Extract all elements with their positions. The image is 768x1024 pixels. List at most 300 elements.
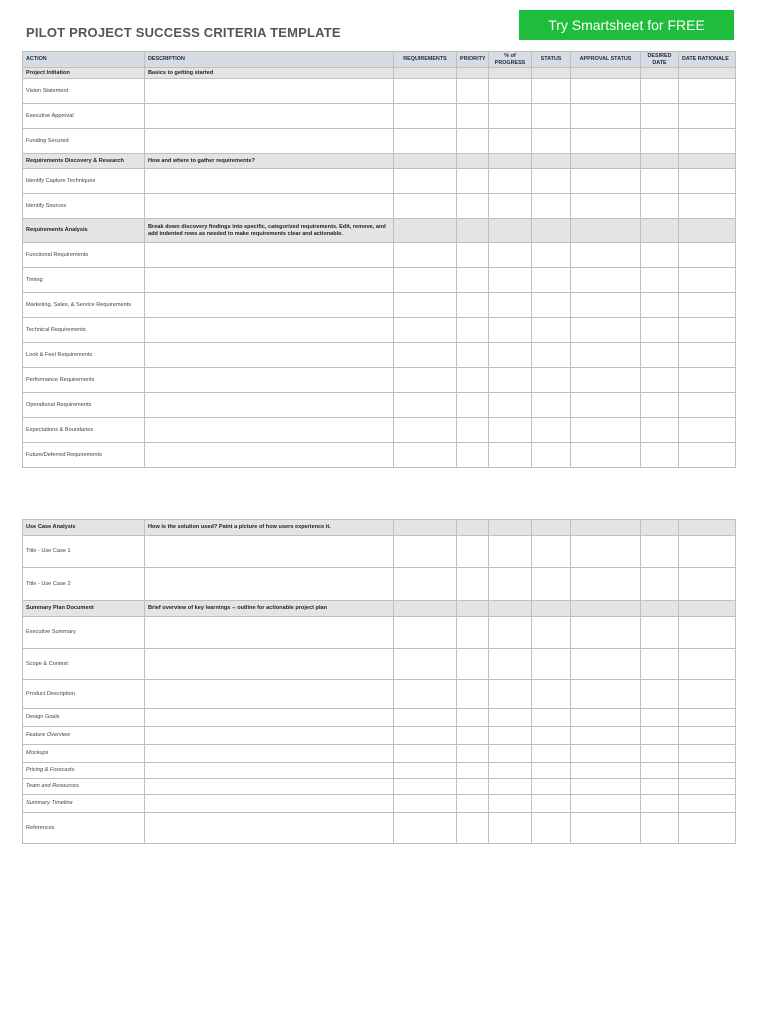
- data-cell[interactable]: [532, 680, 571, 709]
- data-cell[interactable]: [641, 763, 679, 779]
- data-cell[interactable]: [394, 129, 457, 154]
- data-cell[interactable]: [457, 745, 489, 763]
- data-cell[interactable]: [679, 169, 736, 194]
- data-cell[interactable]: [641, 617, 679, 649]
- data-cell[interactable]: [532, 343, 571, 368]
- data-cell[interactable]: [394, 649, 457, 680]
- data-cell[interactable]: [489, 727, 532, 745]
- data-cell[interactable]: [489, 418, 532, 443]
- description-cell[interactable]: How and where to gather requirements?: [145, 154, 394, 169]
- data-cell[interactable]: [489, 104, 532, 129]
- data-cell[interactable]: [394, 368, 457, 393]
- data-cell[interactable]: [641, 293, 679, 318]
- data-cell[interactable]: [457, 520, 489, 536]
- description-cell[interactable]: [145, 393, 394, 418]
- data-cell[interactable]: [489, 393, 532, 418]
- action-cell[interactable]: Executive Summary: [23, 617, 145, 649]
- data-cell[interactable]: [457, 813, 489, 844]
- data-cell[interactable]: [532, 393, 571, 418]
- data-cell[interactable]: [532, 649, 571, 680]
- data-cell[interactable]: [532, 219, 571, 243]
- page-title: PILOT PROJECT SUCCESS CRITERIA TEMPLATE: [26, 25, 341, 40]
- description-cell[interactable]: [145, 343, 394, 368]
- data-cell[interactable]: [641, 443, 679, 468]
- data-cell[interactable]: [489, 568, 532, 601]
- action-cell[interactable]: Vision Statement: [23, 79, 145, 104]
- data-cell[interactable]: [679, 709, 736, 727]
- data-cell[interactable]: [532, 268, 571, 293]
- description-cell[interactable]: [145, 104, 394, 129]
- data-cell[interactable]: [532, 568, 571, 601]
- description-cell[interactable]: [145, 79, 394, 104]
- use-case-table: [22, 519, 736, 844]
- data-cell[interactable]: [532, 617, 571, 649]
- data-cell[interactable]: [457, 79, 489, 104]
- data-cell[interactable]: [571, 763, 641, 779]
- data-cell[interactable]: [532, 104, 571, 129]
- data-cell[interactable]: [679, 104, 736, 129]
- data-cell[interactable]: [679, 745, 736, 763]
- data-cell[interactable]: [394, 727, 457, 745]
- table-row: [23, 169, 736, 194]
- data-cell[interactable]: [641, 169, 679, 194]
- data-cell[interactable]: [679, 393, 736, 418]
- data-cell[interactable]: [457, 393, 489, 418]
- data-cell[interactable]: [532, 795, 571, 813]
- data-cell[interactable]: [571, 293, 641, 318]
- data-cell[interactable]: [571, 520, 641, 536]
- action-cell[interactable]: Mockups: [23, 745, 145, 763]
- data-cell[interactable]: [571, 318, 641, 343]
- data-cell[interactable]: [571, 745, 641, 763]
- data-cell[interactable]: [641, 709, 679, 727]
- data-cell[interactable]: [679, 293, 736, 318]
- data-cell[interactable]: [394, 79, 457, 104]
- description-cell[interactable]: [145, 745, 394, 763]
- action-cell[interactable]: Requirements Discovery & Research: [23, 154, 145, 169]
- data-cell[interactable]: [571, 536, 641, 568]
- description-cell[interactable]: [145, 318, 394, 343]
- data-cell[interactable]: [489, 219, 532, 243]
- data-cell[interactable]: [532, 368, 571, 393]
- data-cell[interactable]: [571, 795, 641, 813]
- table-row: [23, 745, 736, 763]
- data-cell[interactable]: [571, 268, 641, 293]
- description-cell[interactable]: [145, 169, 394, 194]
- data-cell[interactable]: [457, 129, 489, 154]
- data-cell[interactable]: [641, 129, 679, 154]
- description-cell[interactable]: Brief overview of key learnings -- outline for actionable project plan: [145, 601, 394, 617]
- data-cell[interactable]: [571, 779, 641, 795]
- data-cell[interactable]: [489, 368, 532, 393]
- data-cell[interactable]: [489, 318, 532, 343]
- data-cell[interactable]: [457, 649, 489, 680]
- data-cell[interactable]: [457, 418, 489, 443]
- action-cell[interactable]: Operational Requirements: [23, 393, 145, 418]
- data-cell[interactable]: [571, 368, 641, 393]
- data-cell[interactable]: [641, 745, 679, 763]
- data-cell[interactable]: [532, 520, 571, 536]
- data-cell[interactable]: [571, 601, 641, 617]
- action-cell[interactable]: Technical Requirements: [23, 318, 145, 343]
- data-cell[interactable]: [641, 243, 679, 268]
- try-smartsheet-button[interactable]: Try Smartsheet for FREE: [519, 10, 734, 40]
- description-cell[interactable]: How is the solution used? Paint a picture of how users experience it.: [145, 520, 394, 536]
- data-cell[interactable]: [571, 169, 641, 194]
- data-cell[interactable]: [394, 680, 457, 709]
- data-cell[interactable]: [571, 104, 641, 129]
- data-cell[interactable]: [489, 536, 532, 568]
- data-cell[interactable]: [394, 243, 457, 268]
- data-cell[interactable]: [532, 194, 571, 219]
- data-cell[interactable]: [571, 813, 641, 844]
- data-cell[interactable]: [489, 268, 532, 293]
- data-cell[interactable]: [532, 79, 571, 104]
- data-cell[interactable]: [394, 393, 457, 418]
- action-cell[interactable]: Feature Overview: [23, 727, 145, 745]
- description-cell[interactable]: [145, 268, 394, 293]
- data-cell[interactable]: [394, 813, 457, 844]
- description-cell[interactable]: [145, 443, 394, 468]
- data-cell[interactable]: [489, 601, 532, 617]
- data-cell[interactable]: [679, 520, 736, 536]
- data-cell[interactable]: [489, 779, 532, 795]
- data-cell[interactable]: [489, 709, 532, 727]
- data-cell[interactable]: [457, 536, 489, 568]
- data-cell[interactable]: [641, 79, 679, 104]
- col-header-desired-date: DESIRED DATE: [641, 52, 679, 68]
- data-cell[interactable]: [571, 129, 641, 154]
- data-cell[interactable]: [532, 129, 571, 154]
- data-cell[interactable]: [457, 680, 489, 709]
- data-cell[interactable]: [489, 243, 532, 268]
- data-cell[interactable]: [457, 293, 489, 318]
- data-cell[interactable]: [571, 680, 641, 709]
- data-cell[interactable]: [489, 343, 532, 368]
- data-cell[interactable]: [457, 104, 489, 129]
- data-cell[interactable]: [457, 568, 489, 601]
- data-cell[interactable]: [679, 343, 736, 368]
- data-cell[interactable]: [679, 219, 736, 243]
- data-cell[interactable]: [489, 680, 532, 709]
- data-cell[interactable]: [489, 813, 532, 844]
- data-cell[interactable]: [679, 649, 736, 680]
- data-cell[interactable]: [571, 443, 641, 468]
- data-cell[interactable]: [641, 68, 679, 79]
- data-cell[interactable]: [394, 194, 457, 219]
- data-cell[interactable]: [571, 154, 641, 169]
- data-cell[interactable]: [641, 104, 679, 129]
- data-cell[interactable]: [394, 779, 457, 795]
- data-cell[interactable]: [679, 601, 736, 617]
- description-cell[interactable]: [145, 813, 394, 844]
- data-cell[interactable]: [571, 649, 641, 680]
- data-cell[interactable]: [571, 418, 641, 443]
- data-cell[interactable]: [679, 813, 736, 844]
- data-cell[interactable]: [457, 727, 489, 745]
- data-cell[interactable]: [394, 104, 457, 129]
- data-cell[interactable]: [679, 243, 736, 268]
- data-cell[interactable]: [641, 154, 679, 169]
- action-cell[interactable]: Team and Resources: [23, 779, 145, 795]
- action-cell[interactable]: Look & Feel Requirements: [23, 343, 145, 368]
- data-cell[interactable]: [394, 601, 457, 617]
- data-cell[interactable]: [394, 318, 457, 343]
- section-row: [23, 520, 736, 536]
- section-row: [23, 154, 736, 169]
- data-cell[interactable]: [532, 779, 571, 795]
- data-cell[interactable]: [489, 68, 532, 79]
- action-cell[interactable]: Use Case Analysis: [23, 520, 145, 536]
- data-cell[interactable]: [679, 443, 736, 468]
- data-cell[interactable]: [457, 219, 489, 243]
- description-cell[interactable]: [145, 763, 394, 779]
- data-cell[interactable]: [571, 393, 641, 418]
- action-cell[interactable]: Summary Timeline: [23, 795, 145, 813]
- data-cell[interactable]: [489, 79, 532, 104]
- data-cell[interactable]: [679, 779, 736, 795]
- data-cell[interactable]: [571, 68, 641, 79]
- data-cell[interactable]: [571, 568, 641, 601]
- data-cell[interactable]: [489, 154, 532, 169]
- data-cell[interactable]: [394, 68, 457, 79]
- data-cell[interactable]: [641, 779, 679, 795]
- data-cell[interactable]: [394, 568, 457, 601]
- data-cell[interactable]: [457, 763, 489, 779]
- data-cell[interactable]: [457, 795, 489, 813]
- data-cell[interactable]: [457, 779, 489, 795]
- data-cell[interactable]: [641, 727, 679, 745]
- data-cell[interactable]: [532, 68, 571, 79]
- data-cell[interactable]: [679, 680, 736, 709]
- data-cell[interactable]: [489, 129, 532, 154]
- data-cell[interactable]: [394, 268, 457, 293]
- action-cell[interactable]: Expectations & Boundaries: [23, 418, 145, 443]
- data-cell[interactable]: [394, 343, 457, 368]
- data-cell[interactable]: [679, 617, 736, 649]
- description-cell[interactable]: [145, 649, 394, 680]
- data-cell[interactable]: [679, 727, 736, 745]
- data-cell[interactable]: [679, 795, 736, 813]
- data-cell[interactable]: [532, 727, 571, 745]
- data-cell[interactable]: [679, 763, 736, 779]
- data-cell[interactable]: [641, 520, 679, 536]
- data-cell[interactable]: [489, 293, 532, 318]
- table-row: [23, 343, 736, 368]
- data-cell[interactable]: [532, 536, 571, 568]
- data-cell[interactable]: [571, 194, 641, 219]
- data-cell[interactable]: [679, 536, 736, 568]
- description-cell[interactable]: [145, 293, 394, 318]
- data-cell[interactable]: [457, 443, 489, 468]
- data-cell[interactable]: [679, 194, 736, 219]
- table-row: [23, 568, 736, 601]
- data-cell[interactable]: [679, 568, 736, 601]
- data-cell[interactable]: [641, 795, 679, 813]
- data-cell[interactable]: [489, 745, 532, 763]
- data-cell[interactable]: [457, 601, 489, 617]
- data-cell[interactable]: [571, 709, 641, 727]
- data-cell[interactable]: [641, 194, 679, 219]
- action-cell[interactable]: Identify Sources: [23, 194, 145, 219]
- data-cell[interactable]: [489, 169, 532, 194]
- data-cell[interactable]: [679, 268, 736, 293]
- data-cell[interactable]: [532, 418, 571, 443]
- data-cell[interactable]: [489, 649, 532, 680]
- data-cell[interactable]: [457, 194, 489, 219]
- description-cell[interactable]: [145, 795, 394, 813]
- data-cell[interactable]: [641, 418, 679, 443]
- data-cell[interactable]: [457, 318, 489, 343]
- action-cell[interactable]: Executive Approval: [23, 104, 145, 129]
- data-cell[interactable]: [457, 617, 489, 649]
- col-header-progress: % of PROGRESS: [489, 52, 532, 68]
- data-cell[interactable]: [641, 601, 679, 617]
- data-cell[interactable]: [571, 79, 641, 104]
- action-cell[interactable]: Requirements Analysis: [23, 219, 145, 243]
- data-cell[interactable]: [641, 393, 679, 418]
- data-cell[interactable]: [641, 813, 679, 844]
- data-cell[interactable]: [394, 536, 457, 568]
- action-cell[interactable]: Project Initiation: [23, 68, 145, 79]
- data-cell[interactable]: [641, 268, 679, 293]
- data-cell[interactable]: [679, 129, 736, 154]
- data-cell[interactable]: [489, 520, 532, 536]
- data-cell[interactable]: [394, 709, 457, 727]
- action-cell[interactable]: Identify Capture Techniques: [23, 169, 145, 194]
- action-cell[interactable]: References: [23, 813, 145, 844]
- data-cell[interactable]: [489, 763, 532, 779]
- data-cell[interactable]: [641, 680, 679, 709]
- data-cell[interactable]: [532, 318, 571, 343]
- action-cell[interactable]: Future/Deferred Requirements: [23, 443, 145, 468]
- data-cell[interactable]: [679, 154, 736, 169]
- description-cell[interactable]: [145, 536, 394, 568]
- data-cell[interactable]: [457, 268, 489, 293]
- description-cell[interactable]: Basics to getting started: [145, 68, 394, 79]
- data-cell[interactable]: [641, 219, 679, 243]
- section-row: [23, 68, 736, 79]
- action-cell[interactable]: Summary Plan Document: [23, 601, 145, 617]
- table-row: [23, 318, 736, 343]
- data-cell[interactable]: [641, 343, 679, 368]
- table-row: [23, 268, 736, 293]
- data-cell[interactable]: [457, 243, 489, 268]
- action-cell[interactable]: Marketing, Sales, & Service Requirements: [23, 293, 145, 318]
- description-cell[interactable]: [145, 129, 394, 154]
- data-cell[interactable]: [532, 169, 571, 194]
- action-cell[interactable]: Scope & Context: [23, 649, 145, 680]
- data-cell[interactable]: [679, 318, 736, 343]
- action-cell[interactable]: Title - Use Case 1: [23, 536, 145, 568]
- data-cell[interactable]: [394, 219, 457, 243]
- data-cell[interactable]: [489, 194, 532, 219]
- data-cell[interactable]: [571, 617, 641, 649]
- description-cell[interactable]: [145, 617, 394, 649]
- data-cell[interactable]: [571, 219, 641, 243]
- data-cell[interactable]: [394, 745, 457, 763]
- data-cell[interactable]: [571, 727, 641, 745]
- action-cell[interactable]: Performance Requirements: [23, 368, 145, 393]
- data-cell[interactable]: [394, 154, 457, 169]
- data-cell[interactable]: [679, 79, 736, 104]
- table-row: [23, 79, 736, 104]
- data-cell[interactable]: [641, 568, 679, 601]
- action-cell[interactable]: Design Goals: [23, 709, 145, 727]
- data-cell[interactable]: [489, 443, 532, 468]
- description-cell[interactable]: [145, 194, 394, 219]
- data-cell[interactable]: [571, 243, 641, 268]
- description-cell[interactable]: [145, 418, 394, 443]
- data-cell[interactable]: [394, 443, 457, 468]
- action-cell[interactable]: Functional Requirements: [23, 243, 145, 268]
- data-cell[interactable]: [394, 418, 457, 443]
- description-cell[interactable]: [145, 368, 394, 393]
- data-cell[interactable]: [641, 318, 679, 343]
- section-row: [23, 219, 736, 243]
- data-cell[interactable]: [457, 368, 489, 393]
- data-cell[interactable]: [457, 68, 489, 79]
- data-cell[interactable]: [457, 169, 489, 194]
- description-cell[interactable]: [145, 680, 394, 709]
- action-cell[interactable]: Title - Use Case 2: [23, 568, 145, 601]
- col-header-date-rationale: DATE RATIONALE: [679, 52, 736, 68]
- data-cell[interactable]: [532, 745, 571, 763]
- data-cell[interactable]: [532, 243, 571, 268]
- data-cell[interactable]: [641, 368, 679, 393]
- description-cell[interactable]: [145, 727, 394, 745]
- data-cell[interactable]: [679, 68, 736, 79]
- data-cell[interactable]: [532, 709, 571, 727]
- action-cell[interactable]: Pricing & Forecasts: [23, 763, 145, 779]
- description-cell[interactable]: [145, 779, 394, 795]
- data-cell[interactable]: [532, 813, 571, 844]
- data-cell[interactable]: [457, 154, 489, 169]
- description-cell[interactable]: [145, 243, 394, 268]
- table-row: [23, 709, 736, 727]
- action-cell[interactable]: Timing: [23, 268, 145, 293]
- description-cell[interactable]: [145, 568, 394, 601]
- data-cell[interactable]: [394, 763, 457, 779]
- table-row: [23, 393, 736, 418]
- data-cell[interactable]: [394, 617, 457, 649]
- data-cell[interactable]: [571, 343, 641, 368]
- data-cell[interactable]: [489, 617, 532, 649]
- data-cell[interactable]: [394, 795, 457, 813]
- description-cell[interactable]: [145, 709, 394, 727]
- data-cell[interactable]: [532, 154, 571, 169]
- data-cell[interactable]: [679, 368, 736, 393]
- data-cell[interactable]: [457, 709, 489, 727]
- data-cell[interactable]: [457, 343, 489, 368]
- data-cell[interactable]: [532, 293, 571, 318]
- data-cell[interactable]: [641, 536, 679, 568]
- data-cell[interactable]: [394, 520, 457, 536]
- table-row: [23, 443, 736, 468]
- data-cell[interactable]: [532, 763, 571, 779]
- data-cell[interactable]: [394, 293, 457, 318]
- data-cell[interactable]: [394, 169, 457, 194]
- data-cell[interactable]: [679, 418, 736, 443]
- data-cell[interactable]: [532, 601, 571, 617]
- action-cell[interactable]: Funding Secured: [23, 129, 145, 154]
- data-cell[interactable]: [532, 443, 571, 468]
- action-cell[interactable]: Product Description: [23, 680, 145, 709]
- col-header-requirements: REQUIREMENTS: [394, 52, 457, 68]
- data-cell[interactable]: [489, 795, 532, 813]
- description-cell[interactable]: Break down discovery findings into specific, categorized requirements. Edit, remove, and add indented rows as needed to make requirements clear and actionable.: [145, 219, 394, 243]
- data-cell[interactable]: [641, 649, 679, 680]
